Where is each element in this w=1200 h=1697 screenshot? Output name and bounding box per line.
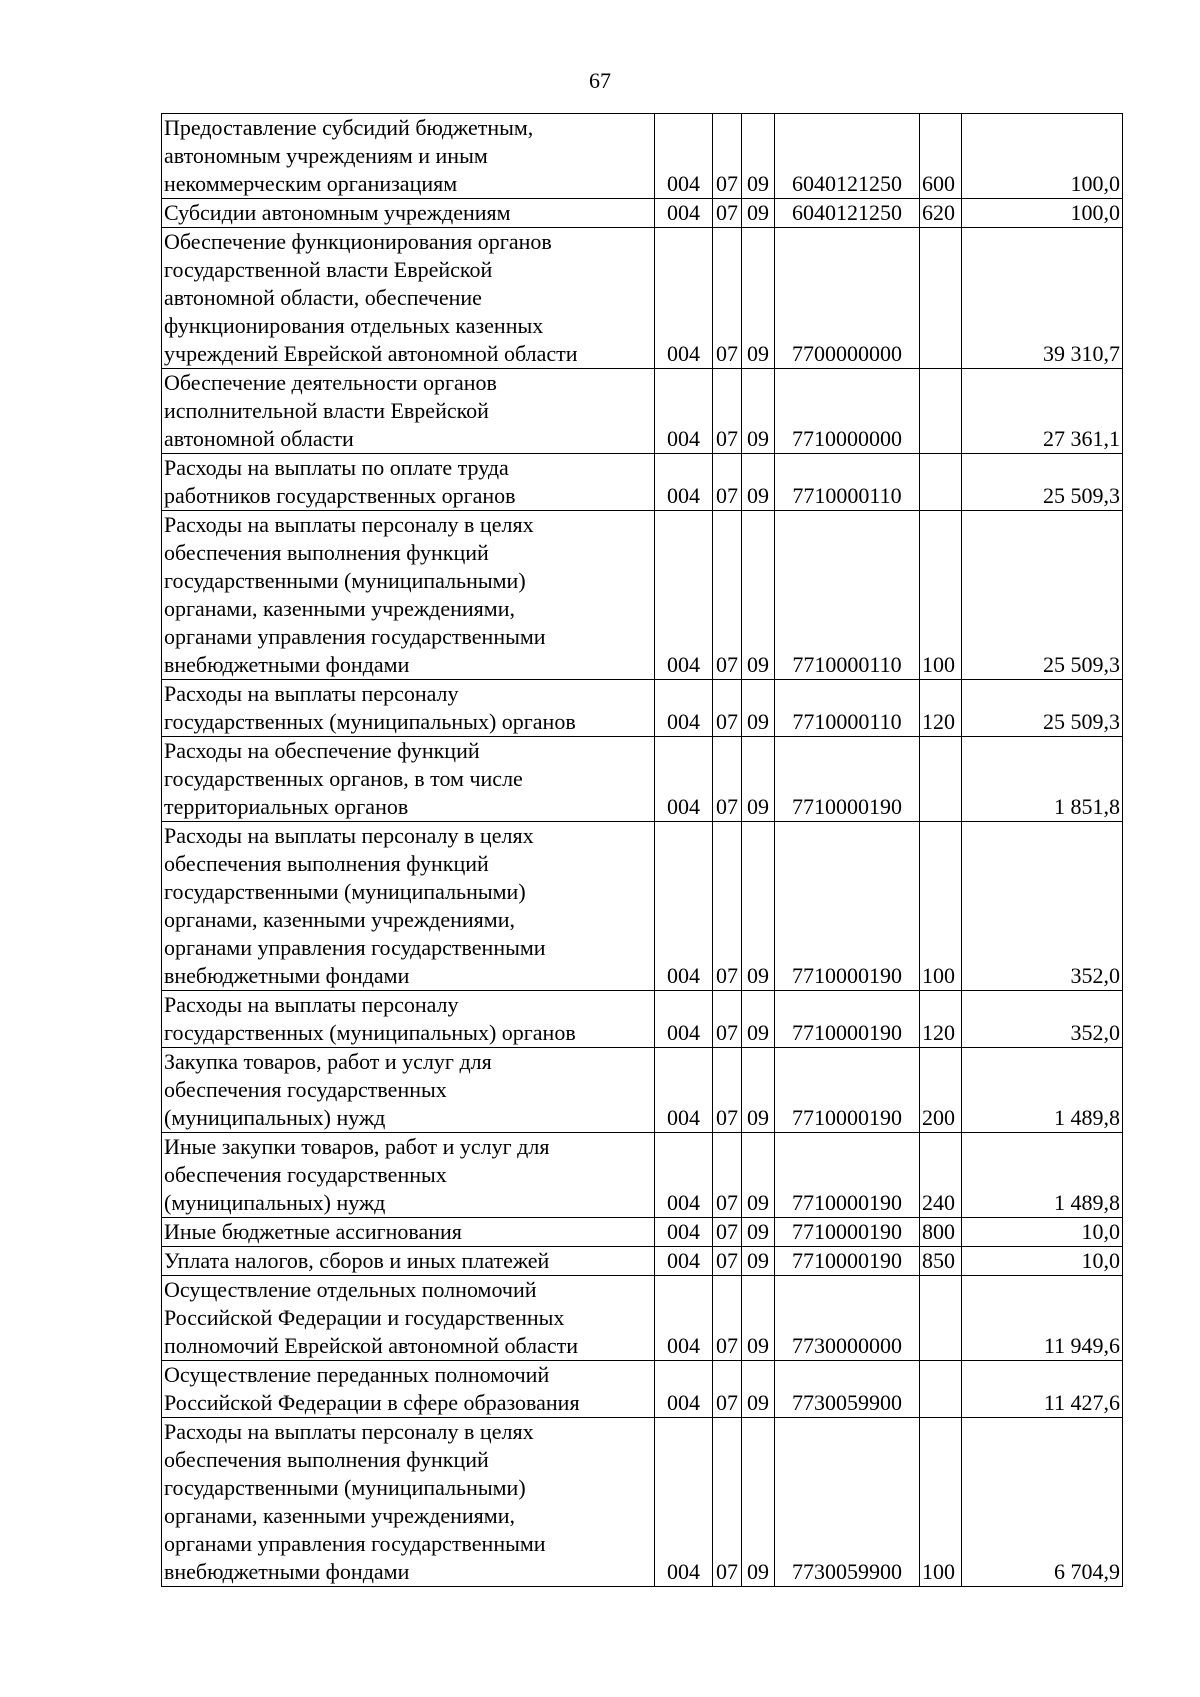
subsection-code-cell: 09 (742, 1361, 775, 1418)
target-article-cell: 7710000190 (775, 991, 920, 1048)
row-name-cell: Иные закупки товаров, работ и услуг для обеспечения государственных (муниципальных) нужд (162, 1133, 655, 1218)
section-code-cell: 07 (713, 511, 742, 680)
subsection-code-cell: 09 (742, 822, 775, 991)
subsection-code-cell: 09 (742, 1218, 775, 1247)
row-name-cell: Закупка товаров, работ и услуг для обеспечения государственных (муниципальных) нужд (162, 1048, 655, 1133)
amount-cell: 6 704,9 (962, 1418, 1123, 1587)
grbs-code-cell: 004 (655, 680, 713, 737)
target-article-cell: 7710000110 (775, 454, 920, 511)
grbs-code-cell: 004 (655, 454, 713, 511)
grbs-code-cell: 004 (655, 228, 713, 369)
table-row (162, 1133, 1123, 1218)
expense-type-cell: 600 (920, 114, 962, 199)
grbs-code-cell: 004 (655, 511, 713, 680)
row-name-cell: Предоставление субсидий бюджетным, автономным учреждениям и иным некоммерческим организациям (162, 114, 655, 199)
amount-cell: 25 509,3 (962, 680, 1123, 737)
subsection-code-cell: 09 (742, 1247, 775, 1276)
subsection-code-cell: 09 (742, 369, 775, 454)
section-code-cell: 07 (713, 454, 742, 511)
row-name-cell: Уплата налогов, сборов и иных платежей (162, 1247, 655, 1276)
target-article-cell: 7710000190 (775, 737, 920, 822)
section-code-cell: 07 (713, 1247, 742, 1276)
amount-cell: 352,0 (962, 991, 1123, 1048)
target-article-cell: 7710000190 (775, 1133, 920, 1218)
expense-type-cell (920, 1361, 962, 1418)
row-name-cell: Субсидии автономным учреждениям (162, 199, 655, 228)
target-article-cell: 7710000190 (775, 822, 920, 991)
target-article-cell: 7730059900 (775, 1418, 920, 1587)
subsection-code-cell: 09 (742, 680, 775, 737)
subsection-code-cell: 09 (742, 199, 775, 228)
amount-cell: 1 489,8 (962, 1048, 1123, 1133)
grbs-code-cell: 004 (655, 1048, 713, 1133)
table-row (162, 991, 1123, 1048)
section-code-cell: 07 (713, 1218, 742, 1247)
subsection-code-cell: 09 (742, 454, 775, 511)
table-row (162, 1276, 1123, 1361)
expense-type-cell (920, 1276, 962, 1361)
subsection-code-cell: 09 (742, 1133, 775, 1218)
target-article-cell: 7730000000 (775, 1276, 920, 1361)
grbs-code-cell: 004 (655, 1361, 713, 1418)
section-code-cell: 07 (713, 228, 742, 369)
subsection-code-cell: 09 (742, 114, 775, 199)
table-row (162, 1218, 1123, 1247)
table-row (162, 680, 1123, 737)
grbs-code-cell: 004 (655, 737, 713, 822)
amount-cell: 25 509,3 (962, 454, 1123, 511)
amount-cell: 1 489,8 (962, 1133, 1123, 1218)
table-row (162, 369, 1123, 454)
amount-cell: 11 949,6 (962, 1276, 1123, 1361)
amount-cell: 352,0 (962, 822, 1123, 991)
grbs-code-cell: 004 (655, 1276, 713, 1361)
section-code-cell: 07 (713, 1418, 742, 1587)
expense-type-cell (920, 369, 962, 454)
subsection-code-cell: 09 (742, 991, 775, 1048)
target-article-cell: 7730059900 (775, 1361, 920, 1418)
grbs-code-cell: 004 (655, 114, 713, 199)
amount-cell: 1 851,8 (962, 737, 1123, 822)
expense-type-cell (920, 228, 962, 369)
row-name-cell: Расходы на выплаты персоналу в целях обеспечения выполнения функций государственными (муниципальными) органами, казенными учреждениями, органами управления государственными внебюджетными фондами (162, 1418, 655, 1587)
table-row (162, 199, 1123, 228)
amount-cell: 100,0 (962, 114, 1123, 199)
subsection-code-cell: 09 (742, 1276, 775, 1361)
expense-type-cell: 100 (920, 511, 962, 680)
grbs-code-cell: 004 (655, 1218, 713, 1247)
expense-type-cell: 100 (920, 822, 962, 991)
expense-type-cell: 800 (920, 1218, 962, 1247)
table-row (162, 1361, 1123, 1418)
table-row (162, 228, 1123, 369)
target-article-cell: 7710000110 (775, 680, 920, 737)
target-article-cell: 7710000110 (775, 511, 920, 680)
row-name-cell: Обеспечение деятельности органов исполнительной власти Еврейской автономной области (162, 369, 655, 454)
row-name-cell: Расходы на выплаты персоналу государственных (муниципальных) органов (162, 991, 655, 1048)
amount-cell: 39 310,7 (962, 228, 1123, 369)
table-row (162, 454, 1123, 511)
section-code-cell: 07 (713, 114, 742, 199)
row-name-cell: Обеспечение функционирования органов государственной власти Еврейской автономной области, обеспечение функционирования отдельных казенных учреждений Еврейской автономной области (162, 228, 655, 369)
grbs-code-cell: 004 (655, 1418, 713, 1587)
section-code-cell: 07 (713, 1048, 742, 1133)
expense-type-cell: 200 (920, 1048, 962, 1133)
target-article-cell: 6040121250 (775, 199, 920, 228)
expense-type-cell: 620 (920, 199, 962, 228)
grbs-code-cell: 004 (655, 1247, 713, 1276)
table-row (162, 822, 1123, 991)
amount-cell: 25 509,3 (962, 511, 1123, 680)
expense-type-cell: 120 (920, 680, 962, 737)
subsection-code-cell: 09 (742, 1418, 775, 1587)
section-code-cell: 07 (713, 1133, 742, 1218)
expense-type-cell (920, 454, 962, 511)
section-code-cell: 07 (713, 991, 742, 1048)
table-row (162, 1418, 1123, 1587)
grbs-code-cell: 004 (655, 822, 713, 991)
row-name-cell: Осуществление переданных полномочий Российской Федерации в сфере образования (162, 1361, 655, 1418)
table-row (162, 511, 1123, 680)
page-number: 67 (589, 68, 611, 93)
amount-cell: 10,0 (962, 1218, 1123, 1247)
amount-cell: 100,0 (962, 199, 1123, 228)
section-code-cell: 07 (713, 737, 742, 822)
target-article-cell: 7710000190 (775, 1218, 920, 1247)
row-name-cell: Расходы на выплаты персоналу государственных (муниципальных) органов (162, 680, 655, 737)
expense-type-cell: 850 (920, 1247, 962, 1276)
section-code-cell: 07 (713, 680, 742, 737)
budget-table (161, 113, 1123, 1587)
section-code-cell: 07 (713, 369, 742, 454)
expense-type-cell: 120 (920, 991, 962, 1048)
grbs-code-cell: 004 (655, 1133, 713, 1218)
row-name-cell: Расходы на выплаты по оплате труда работников государственных органов (162, 454, 655, 511)
target-article-cell: 6040121250 (775, 114, 920, 199)
row-name-cell: Расходы на выплаты персоналу в целях обеспечения выполнения функций государственными (муниципальными) органами, казенными учреждениями, органами управления государственными внебюджетными фондами (162, 822, 655, 991)
grbs-code-cell: 004 (655, 369, 713, 454)
table-row (162, 1048, 1123, 1133)
expense-type-cell: 240 (920, 1133, 962, 1218)
section-code-cell: 07 (713, 822, 742, 991)
amount-cell: 27 361,1 (962, 369, 1123, 454)
table-row (162, 737, 1123, 822)
section-code-cell: 07 (713, 199, 742, 228)
target-article-cell: 7710000190 (775, 1048, 920, 1133)
grbs-code-cell: 004 (655, 199, 713, 228)
row-name-cell: Иные бюджетные ассигнования (162, 1218, 655, 1247)
amount-cell: 10,0 (962, 1247, 1123, 1276)
target-article-cell: 7710000000 (775, 369, 920, 454)
grbs-code-cell: 004 (655, 991, 713, 1048)
table-row (162, 1247, 1123, 1276)
subsection-code-cell: 09 (742, 228, 775, 369)
subsection-code-cell: 09 (742, 737, 775, 822)
table-row (162, 114, 1123, 199)
subsection-code-cell: 09 (742, 511, 775, 680)
row-name-cell: Расходы на обеспечение функций государственных органов, в том числе территориальных органов (162, 737, 655, 822)
amount-cell: 11 427,6 (962, 1361, 1123, 1418)
subsection-code-cell: 09 (742, 1048, 775, 1133)
section-code-cell: 07 (713, 1276, 742, 1361)
section-code-cell: 07 (713, 1361, 742, 1418)
expense-type-cell: 100 (920, 1418, 962, 1587)
target-article-cell: 7710000190 (775, 1247, 920, 1276)
expense-type-cell (920, 737, 962, 822)
target-article-cell: 7700000000 (775, 228, 920, 369)
row-name-cell: Осуществление отдельных полномочий Российской Федерации и государственных полномочий Еврейской автономной области (162, 1276, 655, 1361)
row-name-cell: Расходы на выплаты персоналу в целях обеспечения выполнения функций государственными (муниципальными) органами, казенными учреждениями, органами управления государственными внебюджетными фондами (162, 511, 655, 680)
